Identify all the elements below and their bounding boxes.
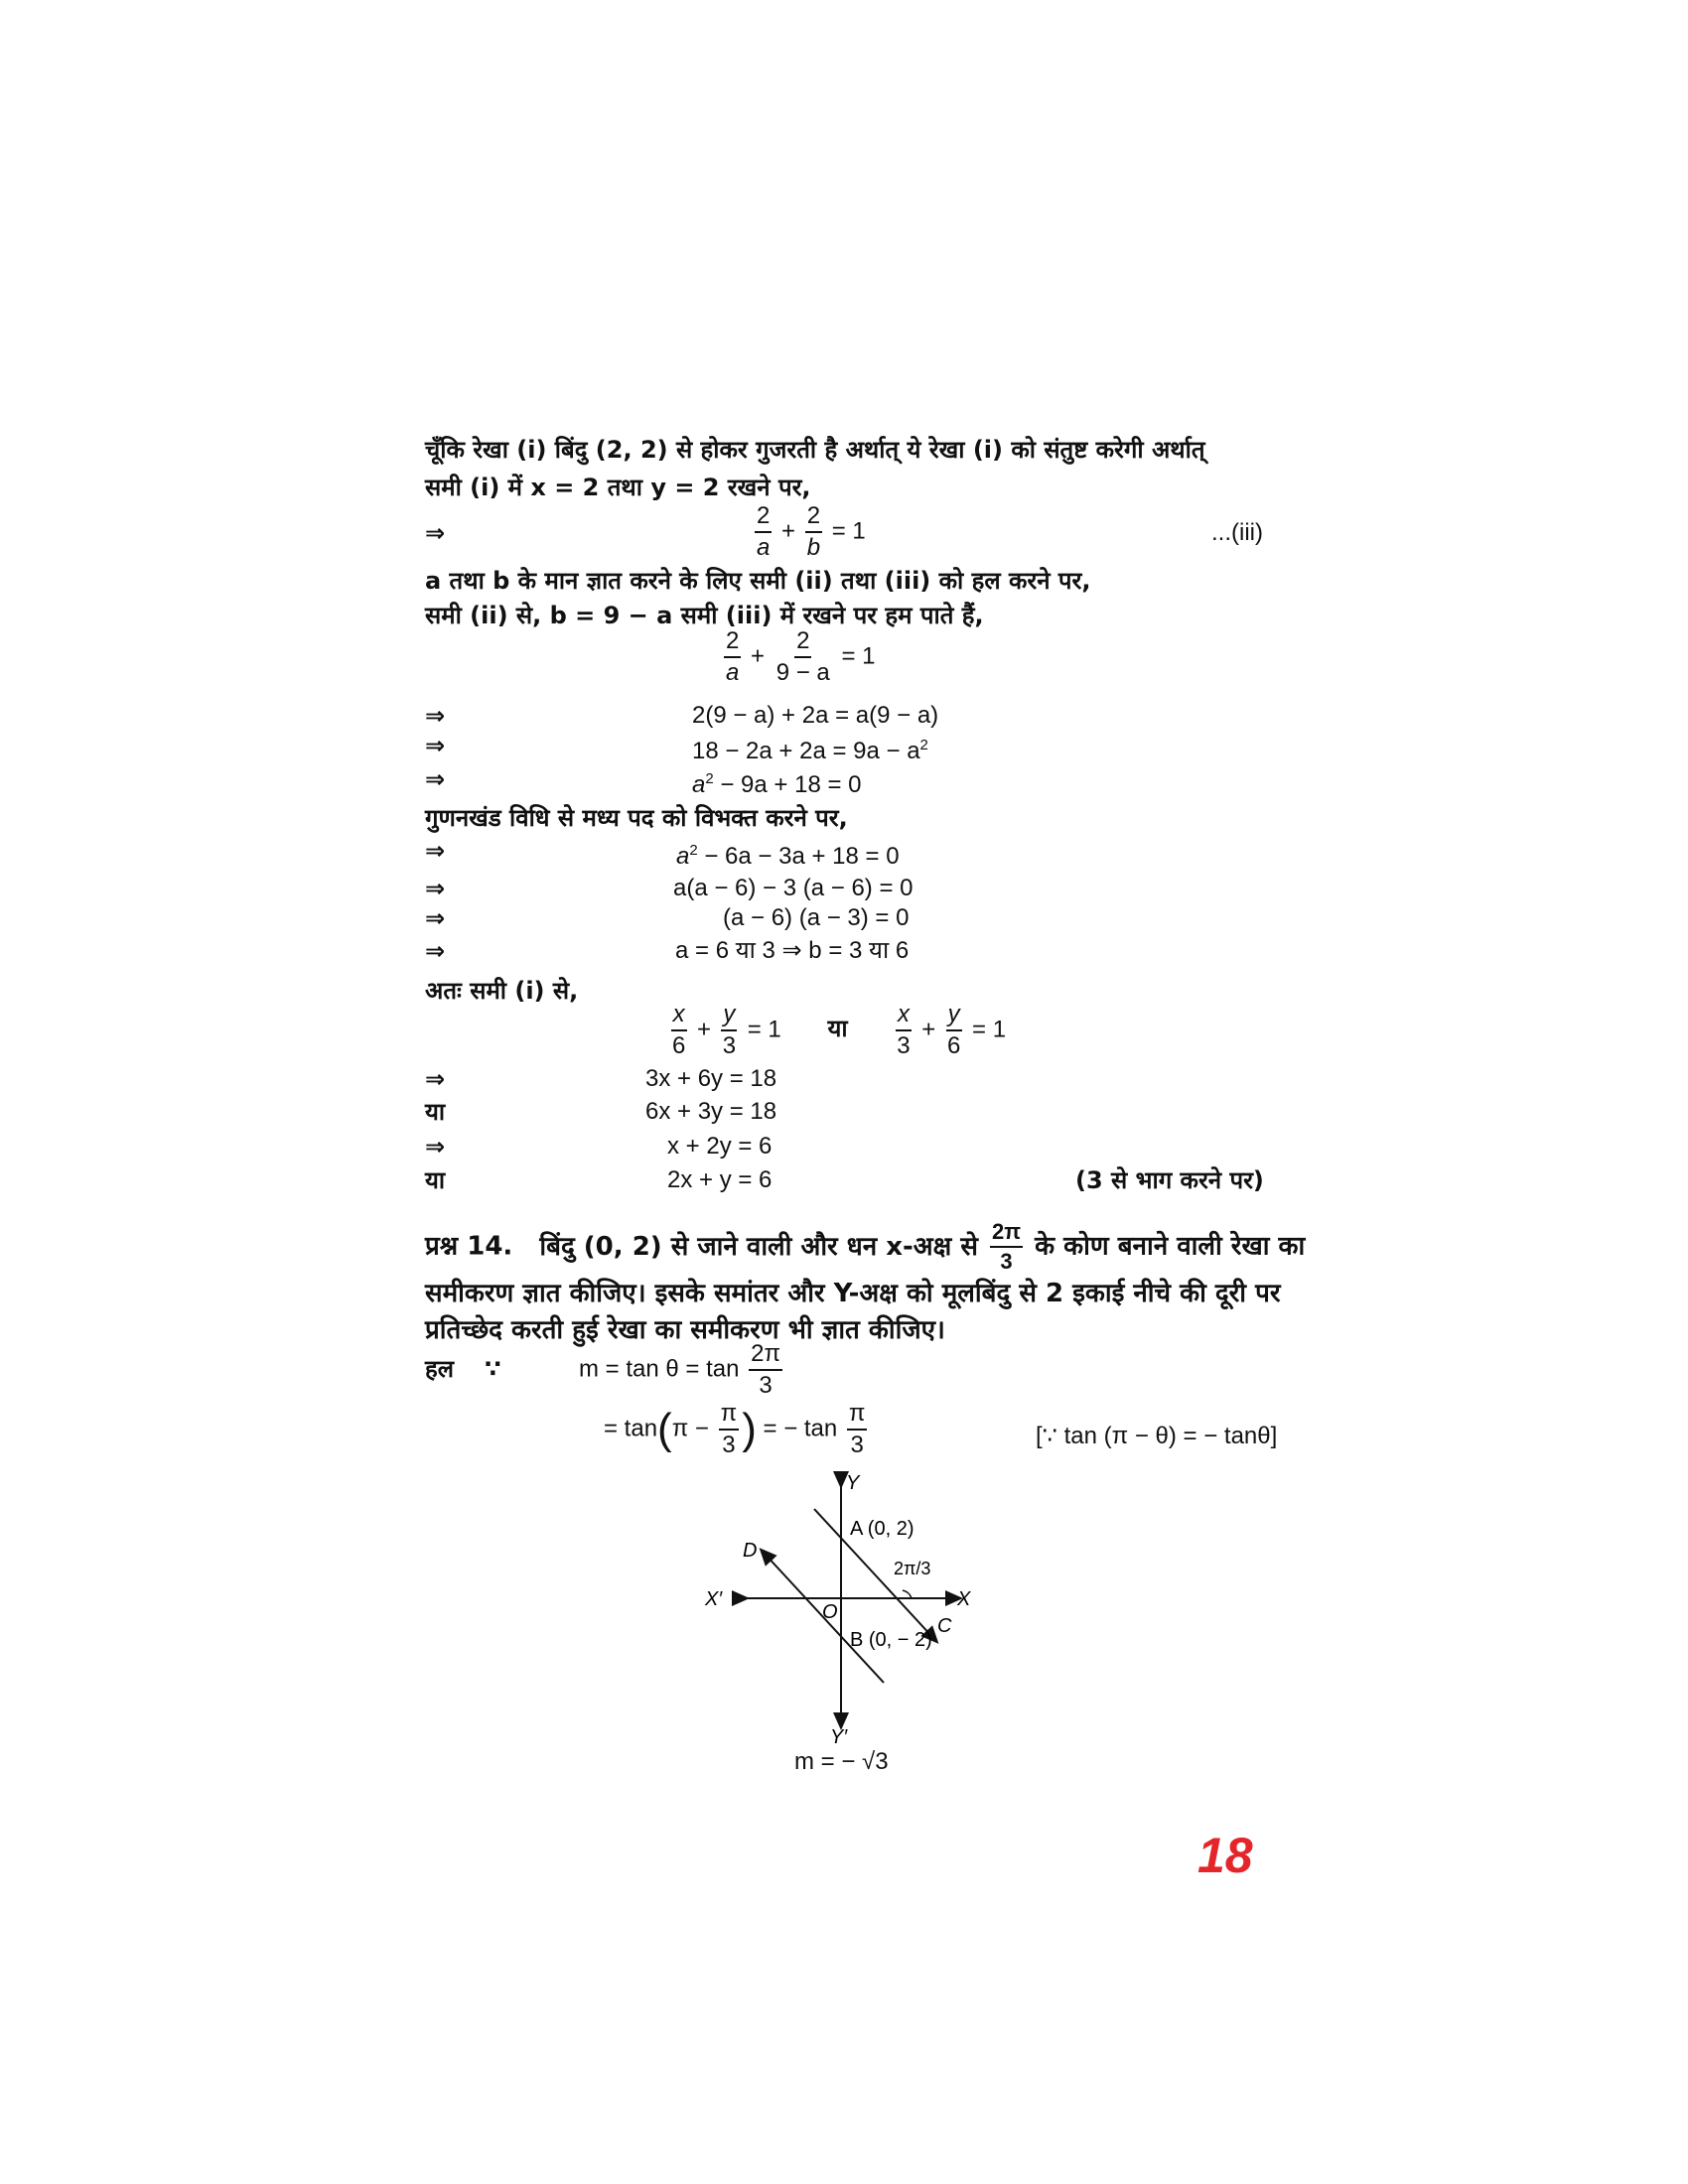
question-text: प्रतिच्छेद करती हुई रेखा का समीकरण भी ज्ञात कीजिए। [425, 1315, 945, 1345]
equation: 2(9 − a) + 2a = a(9 − a) [692, 702, 939, 729]
solution-label: हल [425, 1355, 455, 1383]
equation-note: (3 से भाग करने पर) [1075, 1166, 1264, 1194]
x-neg-label: X′ [705, 1588, 723, 1610]
coordinate-diagram [695, 1469, 993, 1747]
solution-equation: m = tan θ = tan $\frac{2\pi}{3}$ [579, 1340, 781, 1399]
implies-arrow: ⇒ [425, 765, 446, 793]
question-text: समीकरण ज्ञात कीजिए। इसके समांतर और Y-अक्ष को मूलबिंदु से 2 इकाई नीचे की दूरी पर [425, 1279, 1281, 1308]
equation: $a^2 - 6a - 3a + 18 = 0$ [676, 842, 900, 870]
implies-arrow: ⇒ [425, 875, 446, 902]
or-label: या [425, 1098, 446, 1126]
point-d-label: D [743, 1540, 758, 1562]
or-label: या [425, 1166, 446, 1194]
point-c-label: C [937, 1615, 952, 1637]
implies-arrow: ⇒ [425, 837, 446, 865]
equation: (a − 6) (a − 3) = 0 [723, 904, 910, 931]
equation: $a^2 - 9a + 18 = 0$ [692, 770, 862, 798]
equation: 3x + 6y = 18 [645, 1065, 777, 1092]
question-label: प्रश्न 14. [425, 1231, 513, 1262]
equation-tag: ...(iii) [1211, 519, 1263, 546]
origin-label: O [822, 1601, 838, 1623]
slope-result: m = − √3 [794, 1748, 889, 1775]
y-neg-label: Y′ [830, 1726, 848, 1747]
text-line: अतः समी (i) से, [425, 977, 579, 1005]
solution-equation: = tan(π − $\frac{\pi}{3}$ ) = − tan $\frac{\pi}{3}$ [604, 1400, 866, 1458]
equation: 6x + 3y = 18 [645, 1098, 777, 1125]
equation: $\frac{2}{a}$ + $\frac{2}{9 - a}$ = 1 [726, 627, 876, 686]
implies-arrow: ⇒ [425, 702, 446, 730]
equation: a(a − 6) − 3 (a − 6) = 0 [673, 875, 914, 901]
question-14: प्रश्न 14. बिंदु (0, 2) से जाने वाली और धन x-अक्ष से $\frac{2\pi}{3}$ के कोण बनाने वाली रेखा का [425, 1219, 1306, 1274]
angle-arc [903, 1590, 912, 1598]
equation: $\frac{x}{6}$ + $\frac{y}{3}$ = 1 या $\frac{x}{3}$ + $\frac{y}{6}$ = 1 [672, 1001, 1007, 1059]
identity-note: [∵ tan (π − θ) = − tanθ] [1036, 1423, 1278, 1449]
equation: x + 2y = 6 [667, 1133, 773, 1160]
implies-arrow: ⇒ [425, 937, 446, 965]
implies-arrow: ⇒ [425, 732, 446, 759]
text-line: चूँकि रेखा (i) बिंदु (2, 2) से होकर गुजरती है अर्थात् ये रेखा (i) को संतुष्ट करेगी अर्थात् [425, 436, 1205, 464]
text-line: गुणनखंड विधि से मध्य पद को विभक्त करने पर, [425, 804, 848, 832]
implies-arrow: ⇒ [425, 1065, 446, 1093]
point-b-label: B (0, − 2) [850, 1629, 932, 1651]
implies-arrow: ⇒ [425, 519, 446, 547]
page-number: 18 [1197, 1828, 1253, 1883]
y-axis-label: Y [846, 1472, 860, 1494]
because-symbol: ∵ [485, 1355, 501, 1383]
implies-arrow: ⇒ [425, 1133, 446, 1160]
equation: 2x + y = 6 [667, 1166, 773, 1193]
implies-arrow: ⇒ [425, 904, 446, 932]
equation: a = 6 या 3 ⇒ b = 3 या 6 [675, 937, 910, 964]
text-line: a तथा b के मान ज्ञात करने के लिए समी (ii) तथा (iii) को हल करने पर, [425, 567, 1091, 595]
x-axis-label: X [957, 1588, 971, 1610]
angle-label: 2π/3 [894, 1559, 931, 1578]
point-a-label: A (0, 2) [850, 1518, 914, 1540]
text-line: समी (ii) से, b = 9 − a समी (iii) में रखने पर हम पाते हैं, [425, 602, 984, 629]
text-line: समी (i) में x = 2 तथा y = 2 रखने पर, [425, 474, 811, 501]
equation-iii: $\frac{2}{a}$ + $\frac{2}{b}$ = 1 [757, 502, 866, 561]
equation: $18 - 2a + 2a = 9a - a^2$ [692, 737, 928, 764]
